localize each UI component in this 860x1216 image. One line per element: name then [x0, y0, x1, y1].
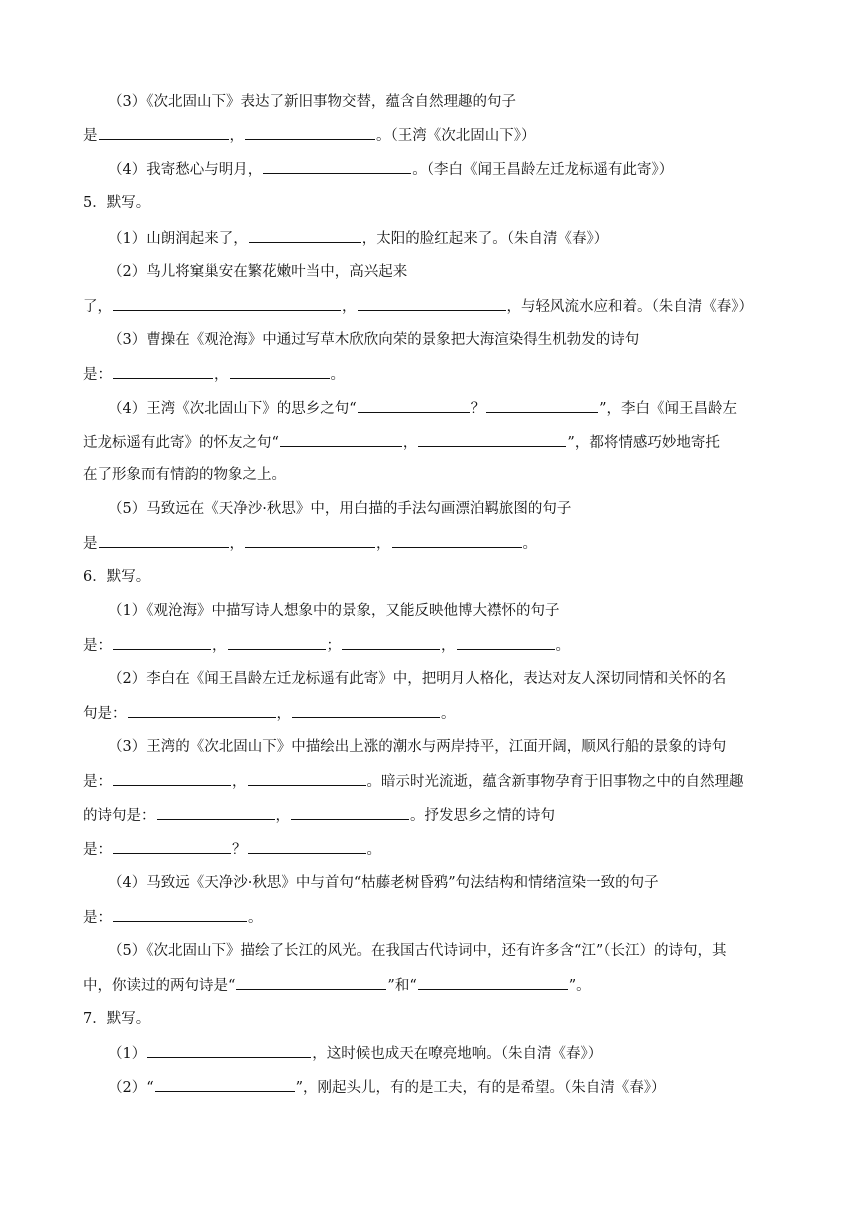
q6-4-prompt: [108, 873, 659, 893]
text: ，: [275, 808, 290, 824]
answer-blank[interactable]: [486, 398, 598, 413]
q4-4-line: [108, 159, 673, 180]
q5-4-line3: [83, 465, 286, 485]
answer-blank[interactable]: [418, 975, 568, 990]
text: （2）鸟儿将窠巢安在繁花嫩叶当中，高兴起来: [108, 264, 408, 280]
q5-4-line2: [83, 432, 720, 453]
text: 是: [83, 128, 98, 144]
text: ，: [402, 435, 418, 451]
text: ，太阳的脸红起来了。（朱自清《春》）: [361, 231, 609, 247]
answer-blank[interactable]: [113, 907, 247, 922]
q5-5-answer-line: [83, 533, 537, 554]
answer-blank[interactable]: [358, 398, 470, 413]
text: 。（王湾《次北固山下》）: [376, 128, 536, 144]
text: ；: [326, 638, 341, 654]
text: ”和“: [387, 978, 417, 994]
text: 是：: [83, 842, 112, 858]
q6-heading: [83, 567, 150, 587]
text: 是：: [83, 638, 112, 654]
answer-blank[interactable]: [113, 839, 231, 854]
text: （3）曹操在《观沧海》中通过写草木欣欣向荣的景象把大海渲染得生机勃发的诗句: [108, 332, 640, 348]
text: 在了形象而有情韵的物象之上。: [83, 467, 286, 483]
answer-blank[interactable]: [248, 771, 366, 786]
answer-blank[interactable]: [113, 364, 213, 379]
q6-5-prompt: [108, 941, 727, 961]
q5-2-prompt: [108, 262, 407, 282]
q6-1-prompt: [108, 601, 559, 621]
answer-blank[interactable]: [291, 805, 409, 820]
answer-blank[interactable]: [280, 432, 402, 447]
text: ”，李白《闻王昌龄左: [599, 401, 738, 417]
text: ，: [441, 638, 456, 654]
text: （1）山朗润起来了，: [108, 231, 248, 247]
answer-blank[interactable]: [245, 533, 375, 548]
text: ”，都将情感巧妙地寄托: [567, 435, 720, 451]
answer-blank[interactable]: [457, 635, 555, 650]
text: 。（李白《闻王昌龄左迁龙标遥有此寄》）: [412, 162, 674, 178]
text: 迁龙标遥有此寄》的怀友之句“: [83, 435, 279, 451]
answer-blank[interactable]: [147, 1043, 311, 1058]
text: 。: [441, 706, 456, 722]
text: 6．默写。: [83, 569, 151, 585]
answer-blank[interactable]: [157, 805, 275, 820]
text: （3）王湾的《次北固山下》中描绘出上涨的潮水与两岸持平，江面开阔，顺风行船的景象的诗句: [108, 739, 727, 755]
q5-5-prompt: [108, 499, 571, 519]
text: （3）《次北固山下》表达了新旧事物交替，蕴含自然理趣的句子: [108, 94, 516, 110]
q6-2-answer-line: [83, 703, 456, 724]
text: ，: [276, 706, 291, 722]
text: 。: [366, 842, 381, 858]
answer-blank[interactable]: [113, 771, 231, 786]
text: 是：: [83, 367, 112, 383]
q6-3-prompt: [108, 737, 726, 757]
text: ”。: [568, 978, 591, 994]
text: 。: [555, 638, 570, 654]
q6-5-answer-line: [83, 975, 591, 996]
answer-blank[interactable]: [248, 839, 366, 854]
text: 中，你读过的两句诗是“: [83, 978, 236, 994]
text: 是：: [83, 910, 112, 926]
q6-4-answer-line: [83, 907, 263, 928]
text: ，: [232, 774, 247, 790]
q6-1-answer-line: [83, 635, 570, 656]
answer-blank[interactable]: [155, 1077, 295, 1092]
answer-blank[interactable]: [292, 703, 440, 718]
answer-blank[interactable]: [342, 635, 440, 650]
answer-blank[interactable]: [99, 125, 229, 140]
answer-blank[interactable]: [249, 228, 361, 243]
q6-2-prompt: [108, 669, 726, 689]
text: 。暗示时光流逝，蕴含新事物孕育于旧事物之中的自然理趣: [366, 774, 744, 790]
answer-blank[interactable]: [236, 975, 386, 990]
answer-blank[interactable]: [358, 296, 506, 311]
answer-blank[interactable]: [128, 703, 276, 718]
text: ，与轻风流水应和着。（朱自清《春》）: [506, 299, 753, 315]
q5-2-answer-line: [83, 296, 753, 317]
q6-3-answer-line2: [83, 805, 555, 826]
text: ，: [214, 367, 229, 383]
answer-blank[interactable]: [228, 635, 326, 650]
text: 。: [330, 367, 345, 383]
text: 。: [522, 536, 537, 552]
text: （2）“: [108, 1080, 154, 1096]
answer-blank[interactable]: [245, 125, 375, 140]
q7-heading: [83, 1009, 150, 1029]
q5-3-answer-line: [83, 364, 345, 385]
text: （2）李白在《闻王昌龄左迁龙标遥有此寄》中，把明月人格化，表达对友人深切同情和关怀的名: [108, 671, 727, 687]
text: 。: [248, 910, 263, 926]
text: ，: [229, 128, 244, 144]
text: ？: [232, 842, 247, 858]
text: 了，: [83, 299, 112, 315]
q7-2-line: [108, 1077, 666, 1098]
text: 5．默写。: [83, 195, 151, 211]
text: ，: [212, 638, 227, 654]
text: ，: [376, 536, 391, 552]
q5-1-line: [108, 228, 608, 249]
text: （4）马致远《天净沙·秋思》中与首句“枯藤老树昏鸦”句法结构和情绪渲染一致的句子: [108, 875, 659, 891]
answer-blank[interactable]: [113, 296, 341, 311]
text: ，: [342, 299, 357, 315]
text: 句是：: [83, 706, 127, 722]
q6-3-answer-line: [83, 771, 744, 792]
answer-blank[interactable]: [230, 364, 330, 379]
text: 的诗句是：: [83, 808, 156, 824]
answer-blank[interactable]: [99, 533, 229, 548]
text: 7．默写。: [83, 1011, 151, 1027]
text: （5）马致远在《天净沙·秋思》中，用白描的手法勾画漂泊羁旅图的句子: [108, 501, 572, 517]
q4-3-answer-line: [83, 125, 536, 146]
text: ？: [470, 401, 486, 417]
q5-3-prompt: [108, 330, 639, 350]
answer-blank[interactable]: [263, 159, 411, 174]
text: ”，刚起头儿，有的是工夫，有的是希望。（朱自清《春》）: [295, 1080, 666, 1096]
text: （1）: [108, 1046, 147, 1062]
q7-1-line: [108, 1043, 602, 1064]
q5-4-line: [108, 398, 737, 419]
text: ，: [229, 536, 244, 552]
q6-3-answer-line3: [83, 839, 381, 860]
text: 是：: [83, 774, 112, 790]
q4-3-prompt: [108, 92, 516, 112]
text: （5）《次北固山下》描绘了长江的风光。在我国古代诗词中，还有许多含“江”（长江）的诗句，其: [108, 943, 727, 959]
text: （1）《观沧海》中描写诗人想象中的景象，又能反映他博大襟怀的句子: [108, 603, 560, 619]
text: ，这时候也成天在嘹亮地响。（朱自清《春》）: [312, 1046, 603, 1062]
answer-blank[interactable]: [113, 635, 211, 650]
text: 。抒发思乡之情的诗句: [410, 808, 555, 824]
answer-blank[interactable]: [392, 533, 522, 548]
text: （4）王湾《次北固山下》的思乡之句“: [108, 401, 357, 417]
q5-heading: [83, 193, 150, 213]
text: （4）我寄愁心与明月，: [108, 162, 263, 178]
answer-blank[interactable]: [418, 432, 566, 447]
text: 是: [83, 536, 98, 552]
